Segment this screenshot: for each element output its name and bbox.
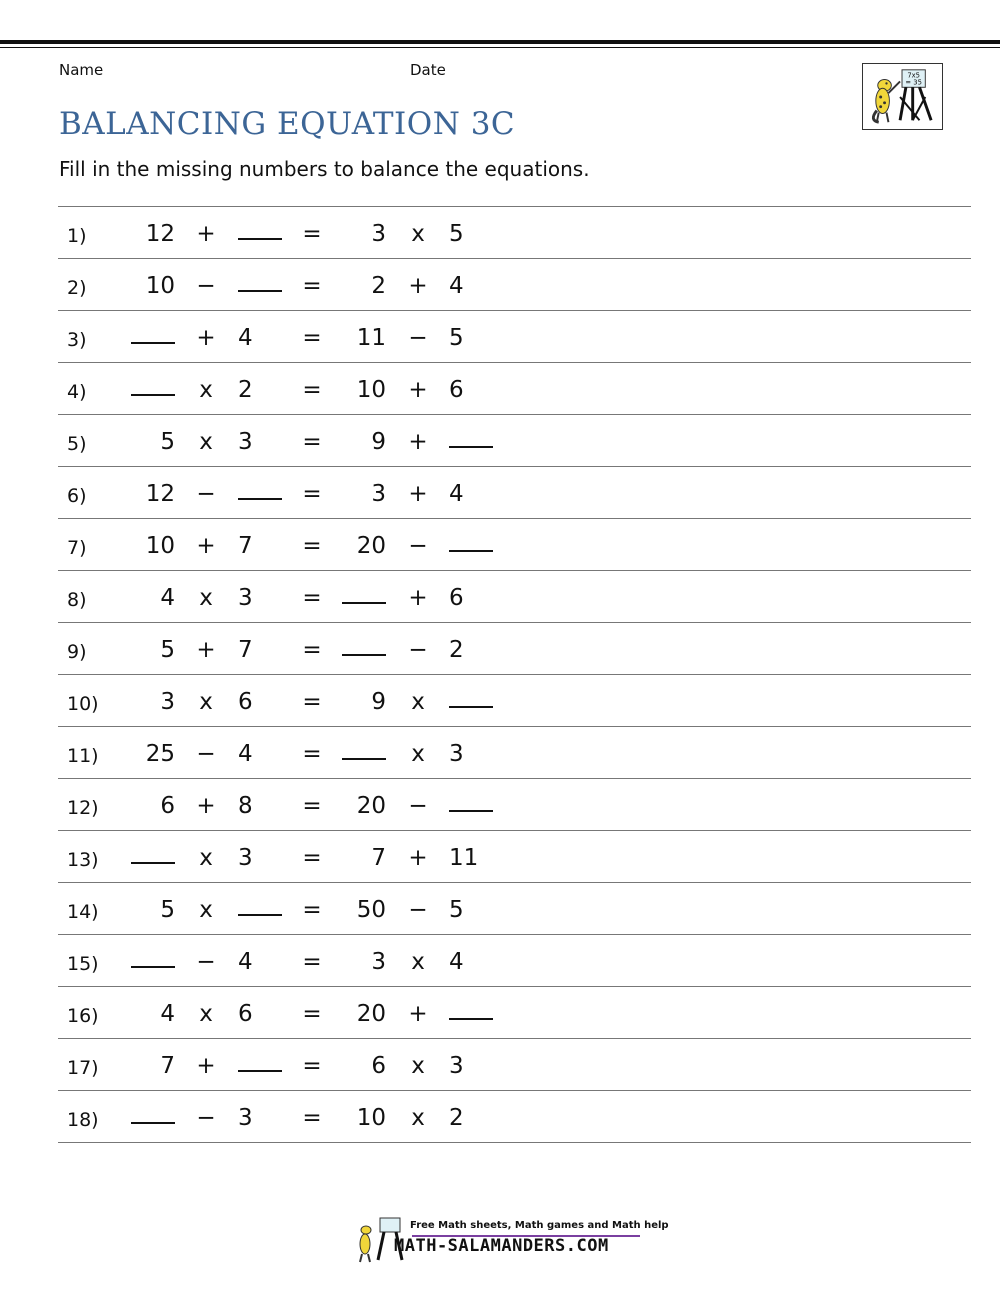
answer-blank[interactable] xyxy=(238,1050,282,1072)
right-operand-1-cell xyxy=(357,896,386,924)
answer-blank[interactable] xyxy=(342,738,386,760)
equals-sign: = xyxy=(302,377,322,403)
equation-row xyxy=(58,362,971,414)
right-operand-2-cell xyxy=(449,220,464,248)
left-operand-2: 4 xyxy=(238,741,253,767)
equals-sign: = xyxy=(302,1105,322,1131)
right-operand-2-cell xyxy=(449,636,464,664)
question-number: 6) xyxy=(67,485,87,507)
equals-sign: = xyxy=(302,325,322,351)
left-operand-1: 4 xyxy=(160,1001,175,1027)
answer-blank[interactable] xyxy=(131,374,175,396)
equals-sign: = xyxy=(302,221,322,247)
answer-blank[interactable] xyxy=(342,582,386,604)
right-operand-1-cell xyxy=(357,376,386,404)
right-operand-2-cell xyxy=(449,480,464,508)
right-operand-1: 11 xyxy=(356,325,386,351)
right-operand-1: 3 xyxy=(371,481,386,507)
equals-sign: = xyxy=(302,741,322,767)
right-operator: − xyxy=(408,793,428,819)
right-operand-1: 9 xyxy=(371,429,386,455)
equals-sign: = xyxy=(302,429,322,455)
right-operand-1: 9 xyxy=(371,689,386,715)
right-operand-1: 6 xyxy=(371,1053,386,1079)
right-operand-2-cell xyxy=(449,532,493,561)
right-operand-1-cell xyxy=(357,1104,386,1132)
right-operator: + xyxy=(408,273,428,299)
answer-blank[interactable] xyxy=(449,998,493,1020)
answer-blank[interactable] xyxy=(238,478,282,500)
equals-sign: = xyxy=(302,533,322,559)
question-number: 3) xyxy=(67,329,87,351)
question-number: 13) xyxy=(67,849,99,871)
left-operand-1-cell xyxy=(131,324,175,353)
left-operand-2: 6 xyxy=(238,1001,253,1027)
right-operand-1-cell xyxy=(357,792,386,820)
equals-sign: = xyxy=(302,637,322,663)
question-number-cell xyxy=(67,1106,99,1134)
right-operator: x xyxy=(411,741,425,767)
right-operand-2-cell xyxy=(449,688,493,717)
equation-row xyxy=(58,882,971,934)
question-number: 18) xyxy=(67,1109,99,1131)
left-operand-2-cell xyxy=(238,532,253,560)
question-number-cell xyxy=(67,898,99,926)
left-operand-1: 12 xyxy=(145,481,175,507)
left-operator: x xyxy=(199,585,213,611)
left-operand-1: 3 xyxy=(160,689,175,715)
right-operator: + xyxy=(408,481,428,507)
equals-sign: = xyxy=(302,481,322,507)
equation-row xyxy=(58,206,971,258)
left-operand-1: 5 xyxy=(160,637,175,663)
equation-row xyxy=(58,986,971,1038)
left-operator: x xyxy=(199,377,213,403)
left-operand-2: 4 xyxy=(238,949,253,975)
answer-blank[interactable] xyxy=(131,1102,175,1124)
right-operand-2: 5 xyxy=(449,325,464,351)
left-operator: + xyxy=(196,637,216,663)
right-operator: + xyxy=(408,585,428,611)
question-number-cell xyxy=(67,950,99,978)
right-operand-1-cell xyxy=(371,272,386,300)
left-operand-1: 10 xyxy=(145,273,175,299)
answer-blank[interactable] xyxy=(449,426,493,448)
left-operand-2: 3 xyxy=(238,1105,253,1131)
equals-sign: = xyxy=(302,689,322,715)
left-operand-1: 12 xyxy=(145,221,175,247)
equation-row xyxy=(58,414,971,466)
question-number: 9) xyxy=(67,641,87,663)
left-operand-1-cell xyxy=(160,636,175,664)
right-operand-1: 2 xyxy=(371,273,386,299)
right-operand-2: 4 xyxy=(449,949,464,975)
equation-row xyxy=(58,1038,971,1090)
left-operand-1-cell xyxy=(160,1052,175,1080)
left-operand-2-cell xyxy=(238,376,253,404)
right-operand-1-cell xyxy=(357,324,386,352)
footer-tagline: Free Math sheets, Math games and Math help xyxy=(410,1220,669,1231)
left-operand-1: 7 xyxy=(160,1053,175,1079)
right-operator: x xyxy=(411,221,425,247)
right-operand-2-cell xyxy=(449,740,464,768)
right-operator: − xyxy=(408,897,428,923)
right-operand-2: 4 xyxy=(449,481,464,507)
left-operand-2-cell xyxy=(238,480,282,509)
right-operand-2: 2 xyxy=(449,637,464,663)
right-operand-1-cell xyxy=(371,480,386,508)
left-operand-2-cell xyxy=(238,1104,253,1132)
question-number: 12) xyxy=(67,797,99,819)
left-operand-2: 4 xyxy=(238,325,253,351)
left-operator: + xyxy=(196,325,216,351)
right-operand-1-cell xyxy=(371,948,386,976)
footer-branding xyxy=(354,1216,669,1266)
question-number: 2) xyxy=(67,277,87,299)
equation-list xyxy=(58,206,971,1143)
question-number-cell xyxy=(67,690,99,718)
left-operand-2: 6 xyxy=(238,689,253,715)
right-operand-1-cell xyxy=(371,428,386,456)
left-operand-2-cell xyxy=(238,272,282,301)
question-number: 10) xyxy=(67,693,99,715)
worksheet-instructions: Fill in the missing numbers to balance the equations. xyxy=(59,157,590,181)
right-operator: x xyxy=(411,689,425,715)
right-operand-2-cell xyxy=(449,1000,493,1029)
left-operator: x xyxy=(199,897,213,923)
left-operand-1: 5 xyxy=(160,897,175,923)
right-operand-1-cell xyxy=(342,740,386,769)
right-operand-1-cell xyxy=(342,584,386,613)
left-operand-1-cell xyxy=(146,480,175,508)
left-operator: − xyxy=(196,949,216,975)
left-operand-2-cell xyxy=(238,844,253,872)
answer-blank[interactable] xyxy=(238,270,282,292)
right-operand-2-cell xyxy=(449,376,464,404)
logo-board-line-1: 7x5 xyxy=(907,71,920,80)
answer-blank[interactable] xyxy=(131,322,175,344)
right-operand-2: 6 xyxy=(449,585,464,611)
equation-row xyxy=(58,570,971,622)
question-number-cell xyxy=(67,794,99,822)
right-operand-2-cell xyxy=(449,428,493,457)
equals-sign: = xyxy=(302,897,322,923)
left-operand-2: 3 xyxy=(238,429,253,455)
right-operand-1: 20 xyxy=(356,1001,386,1027)
question-number-cell xyxy=(67,430,87,458)
question-number-cell xyxy=(67,274,87,302)
right-operand-2-cell xyxy=(449,896,464,924)
left-operator: − xyxy=(196,741,216,767)
left-operand-1-cell xyxy=(160,584,175,612)
question-number: 8) xyxy=(67,589,87,611)
answer-blank[interactable] xyxy=(131,946,175,968)
equals-sign: = xyxy=(302,1053,322,1079)
right-operand-1: 20 xyxy=(356,533,386,559)
left-operator: x xyxy=(199,689,213,715)
left-operand-2: 8 xyxy=(238,793,253,819)
right-operand-2-cell xyxy=(449,844,478,872)
right-operator: + xyxy=(408,845,428,871)
right-operand-2-cell xyxy=(449,584,464,612)
left-operand-1-cell xyxy=(160,792,175,820)
question-number-cell xyxy=(67,482,87,510)
right-operand-2-cell xyxy=(449,324,464,352)
right-operand-1: 3 xyxy=(371,949,386,975)
right-operand-2: 3 xyxy=(449,1053,464,1079)
left-operand-1-cell xyxy=(131,376,175,405)
left-operand-1-cell xyxy=(160,428,175,456)
left-operand-2-cell xyxy=(238,1000,253,1028)
question-number: 7) xyxy=(67,537,87,559)
left-operator: − xyxy=(196,273,216,299)
equation-row xyxy=(58,1090,971,1143)
worksheet-title: BALANCING EQUATION 3C xyxy=(59,106,516,142)
left-operand-1-cell xyxy=(146,532,175,560)
right-operator: x xyxy=(411,949,425,975)
right-operand-1-cell xyxy=(371,688,386,716)
right-operand-2: 6 xyxy=(449,377,464,403)
right-operator: − xyxy=(408,325,428,351)
left-operand-1: 25 xyxy=(145,741,175,767)
answer-blank[interactable] xyxy=(342,634,386,656)
question-number-cell xyxy=(67,222,87,250)
left-operand-2-cell xyxy=(238,220,282,249)
left-operand-1: 6 xyxy=(160,793,175,819)
right-operand-2-cell xyxy=(449,272,464,300)
question-number: 4) xyxy=(67,381,87,403)
right-operator: x xyxy=(411,1053,425,1079)
answer-blank[interactable] xyxy=(449,530,493,552)
left-operand-1-cell xyxy=(146,740,175,768)
right-operand-2-cell xyxy=(449,948,464,976)
right-operator: x xyxy=(411,1105,425,1131)
left-operand-2: 2 xyxy=(238,377,253,403)
answer-blank[interactable] xyxy=(238,894,282,916)
left-operand-2: 7 xyxy=(238,637,253,663)
question-number: 15) xyxy=(67,953,99,975)
left-operand-2-cell xyxy=(238,584,253,612)
left-operand-2-cell xyxy=(238,324,253,352)
equals-sign: = xyxy=(302,1001,322,1027)
left-operand-2: 3 xyxy=(238,585,253,611)
equals-sign: = xyxy=(302,949,322,975)
equation-row xyxy=(58,258,971,310)
left-operand-1: 4 xyxy=(160,585,175,611)
question-number: 1) xyxy=(67,225,87,247)
question-number: 17) xyxy=(67,1057,99,1079)
left-operator: + xyxy=(196,793,216,819)
left-operand-2-cell xyxy=(238,428,253,456)
logo-board-line-2: = 35 xyxy=(905,78,922,87)
right-operand-1-cell xyxy=(342,636,386,665)
right-operator: + xyxy=(408,429,428,455)
right-operand-1-cell xyxy=(371,1052,386,1080)
left-operator: x xyxy=(199,845,213,871)
equation-row xyxy=(58,778,971,830)
top-thin-rule xyxy=(0,47,1000,48)
right-operator: − xyxy=(408,533,428,559)
left-operand-2-cell xyxy=(238,636,253,664)
answer-blank[interactable] xyxy=(449,790,493,812)
right-operand-1: 7 xyxy=(371,845,386,871)
left-operand-1-cell xyxy=(146,220,175,248)
equals-sign: = xyxy=(302,845,322,871)
right-operand-2-cell xyxy=(449,1052,464,1080)
right-operand-1: 20 xyxy=(356,793,386,819)
left-operand-2: 7 xyxy=(238,533,253,559)
right-operator: + xyxy=(408,377,428,403)
equals-sign: = xyxy=(302,793,322,819)
right-operand-2: 11 xyxy=(449,845,479,871)
right-operand-1: 50 xyxy=(356,897,386,923)
answer-blank[interactable] xyxy=(238,218,282,240)
question-number-cell xyxy=(67,378,87,406)
question-number: 14) xyxy=(67,901,99,923)
equation-row xyxy=(58,310,971,362)
equation-row xyxy=(58,934,971,986)
question-number-cell xyxy=(67,586,87,614)
right-operand-2: 2 xyxy=(449,1105,464,1131)
left-operand-2-cell xyxy=(238,792,253,820)
question-number: 16) xyxy=(67,1005,99,1027)
left-operand-1: 5 xyxy=(160,429,175,455)
salamander-logo-icon xyxy=(862,63,943,130)
right-operand-1: 3 xyxy=(371,221,386,247)
left-operator: − xyxy=(196,481,216,507)
equation-row xyxy=(58,518,971,570)
left-operand-1-cell xyxy=(160,896,175,924)
left-operand-2-cell xyxy=(238,948,253,976)
right-operand-2-cell xyxy=(449,1104,464,1132)
date-label: Date xyxy=(410,61,446,79)
equals-sign: = xyxy=(302,585,322,611)
right-operator: + xyxy=(408,1001,428,1027)
question-number-cell xyxy=(67,846,99,874)
left-operand-1-cell xyxy=(131,948,175,977)
right-operand-1-cell xyxy=(357,1000,386,1028)
left-operand-2: 3 xyxy=(238,845,253,871)
equation-row xyxy=(58,830,971,882)
right-operand-1-cell xyxy=(371,220,386,248)
right-operator: − xyxy=(408,637,428,663)
left-operator: + xyxy=(196,221,216,247)
equation-row xyxy=(58,622,971,674)
left-operand-1-cell xyxy=(160,1000,175,1028)
equation-row xyxy=(58,674,971,726)
left-operand-2-cell xyxy=(238,740,253,768)
right-operand-1: 10 xyxy=(356,377,386,403)
footer-site-name: MATH-SALAMANDERS.COM xyxy=(394,1236,609,1256)
equation-row xyxy=(58,466,971,518)
left-operand-2-cell xyxy=(238,896,282,925)
left-operand-1-cell xyxy=(131,844,175,873)
right-operand-2: 4 xyxy=(449,273,464,299)
left-operand-2-cell xyxy=(238,1052,282,1081)
right-operand-2: 5 xyxy=(449,221,464,247)
top-thick-rule xyxy=(0,40,1000,44)
answer-blank[interactable] xyxy=(131,842,175,864)
question-number-cell xyxy=(67,742,99,770)
left-operand-1-cell xyxy=(160,688,175,716)
question-number-cell xyxy=(67,326,87,354)
right-operand-1-cell xyxy=(357,532,386,560)
left-operator: x xyxy=(199,1001,213,1027)
right-operand-2: 5 xyxy=(449,897,464,923)
question-number-cell xyxy=(67,1002,99,1030)
equals-sign: = xyxy=(302,273,322,299)
right-operand-2-cell xyxy=(449,792,493,821)
right-operand-1: 10 xyxy=(356,1105,386,1131)
left-operator: x xyxy=(199,429,213,455)
left-operator: + xyxy=(196,533,216,559)
right-operand-2: 3 xyxy=(449,741,464,767)
left-operator: + xyxy=(196,1053,216,1079)
equation-row xyxy=(58,726,971,778)
left-operator: − xyxy=(196,1105,216,1131)
left-operand-1-cell xyxy=(131,1104,175,1133)
left-operand-1-cell xyxy=(146,272,175,300)
question-number-cell xyxy=(67,638,87,666)
question-number-cell xyxy=(67,534,87,562)
left-operand-2-cell xyxy=(238,688,253,716)
left-operand-1: 10 xyxy=(145,533,175,559)
question-number: 5) xyxy=(67,433,87,455)
question-number: 11) xyxy=(67,745,99,767)
question-number-cell xyxy=(67,1054,99,1082)
right-operand-1-cell xyxy=(371,844,386,872)
name-label: Name xyxy=(59,61,104,79)
answer-blank[interactable] xyxy=(449,686,493,708)
